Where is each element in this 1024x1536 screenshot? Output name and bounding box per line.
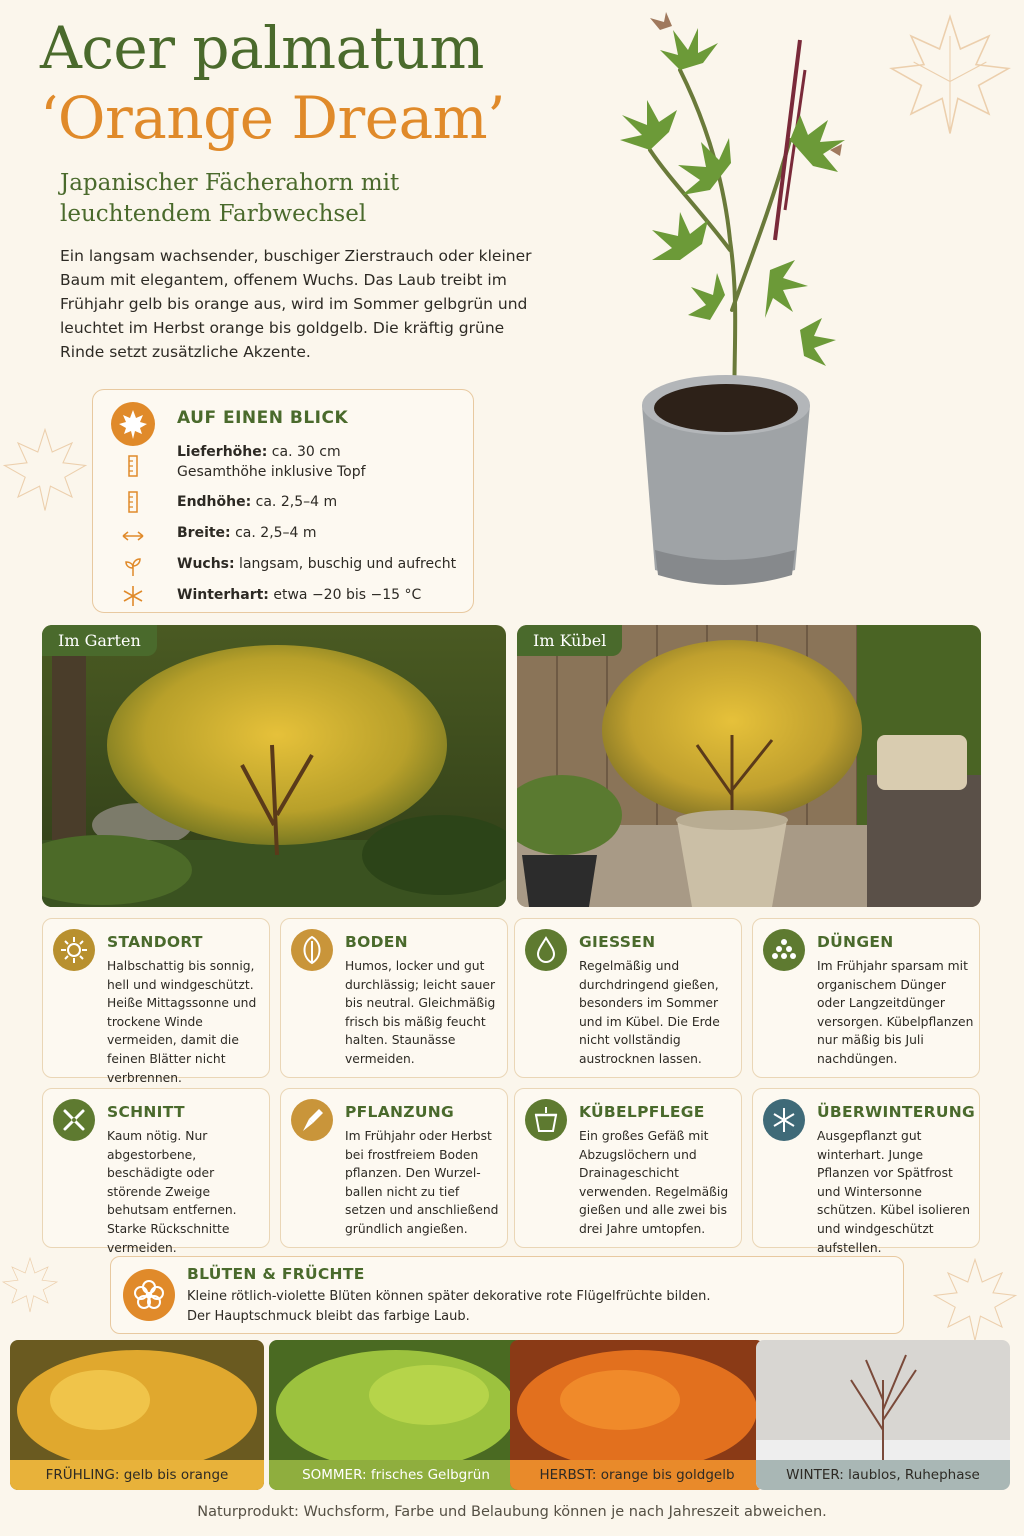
care-card-duengen — [752, 918, 980, 1078]
season-winter — [756, 1340, 1010, 1490]
width-arrow-icon — [121, 524, 145, 548]
maple-leaf-decoration-icon — [0, 415, 90, 525]
maple-leaf-badge-icon — [111, 402, 155, 446]
season-autumn — [510, 1340, 764, 1490]
card-title: STANDORT — [107, 933, 203, 951]
trowel-icon — [291, 1099, 333, 1141]
maple-leaf-decoration-icon — [880, 10, 1020, 140]
card-text: Im Frühjahr sparsam mit organischem Dünger oder Langzeitdünger versorgen. Kübelpflanzen nur mäßig bis Juli nachdüngen. — [817, 959, 974, 1066]
blossoms-title: BLÜTEN & FRÜCHTE — [187, 1265, 365, 1283]
title-line-2: ‘Orange Dream’ — [40, 84, 506, 152]
pot-photo-label: Im Kübel — [517, 625, 622, 656]
card-title: DÜNGEN — [817, 933, 894, 951]
snowflake-icon — [121, 584, 145, 608]
care-card-ueberwinterung — [752, 1088, 980, 1255]
card-title: SCHNITT — [107, 1103, 185, 1121]
card-text: Kaum nötig. Nur abgestorbene, beschädigte oder störende Zweige behutsam entfernen. Starke Rückschnitte vermeiden. — [107, 1129, 237, 1255]
care-card-giessen — [514, 918, 742, 1078]
ruler-icon — [121, 490, 145, 514]
card-text: Humos, locker und gut durchlässig; leicht sauer bis neutral. Gleichmäßig frisch bis mäßig feucht halten. Staunässe vermeiden. — [345, 959, 496, 1066]
season-label: FRÜHLING: gelb bis orange — [10, 1460, 264, 1490]
leaf-icon — [291, 929, 333, 971]
glance-row-growth: Wuchs: langsam, buschig und aufrecht — [177, 556, 457, 572]
water-drop-icon — [525, 929, 567, 971]
card-text: Halbschattig bis sonnig, hell und windgeschützt. Heiße Mittagssonne und trockene Winde vermeiden, damit die feinen Blätter nicht verbrennen. — [107, 959, 257, 1085]
snowflake-icon — [763, 1099, 805, 1141]
subtitle: Japanischer Fächerahorn mit leuchtendem Farbwechsel — [60, 170, 400, 227]
card-title: ÜBERWINTERUNG — [817, 1103, 976, 1121]
sun-icon — [53, 929, 95, 971]
care-card-standort — [42, 918, 270, 1085]
garden-photo-label: Im Garten — [42, 625, 157, 656]
pot-icon — [525, 1099, 567, 1141]
ruler-icon — [121, 454, 145, 478]
card-title: BODEN — [345, 933, 408, 951]
card-title: PFLANZUNG — [345, 1103, 455, 1121]
sprout-icon — [121, 554, 145, 578]
season-label: HERBST: orange bis goldgelb — [510, 1460, 764, 1490]
care-card-kuebelpflege — [514, 1088, 742, 1248]
card-text: Ein großes Gefäß mit Abzugslöchern und Drainageschicht verwenden. Regelmäßig gießen und alle zwei bis drei Jahre umtopfen. — [579, 1129, 729, 1236]
card-title: GIESSEN — [579, 933, 656, 951]
care-card-boden — [280, 918, 508, 1078]
title-line-1: Acer palmatum — [40, 14, 484, 82]
blossoms-text: Kleine rötlich-violette Blüten können später dekorative rote Flügelfrüchte bilden. Der Hauptschmuck bleibt das farbige Laub. — [187, 1289, 711, 1324]
potted-maple-image — [560, 10, 890, 590]
patio-scene-image — [517, 625, 981, 907]
glance-row-hardiness: Winterhart: etwa −20 bis −15 °C — [177, 587, 422, 603]
season-spring — [10, 1340, 264, 1490]
maple-leaf-decoration-icon — [930, 1250, 1020, 1350]
footer-note: Naturprodukt: Wuchsform, Farbe und Belaubung können je nach Jahreszeit abweichen. — [197, 1504, 827, 1520]
pruning-shears-icon — [53, 1099, 95, 1141]
at-a-glance-box — [92, 389, 474, 613]
garden-photo — [42, 625, 506, 907]
card-text: Regelmäßig und durchdringend gießen, besonders im Sommer und im Kübel. Die Erde nicht vollständig austrocknen lassen. — [579, 959, 720, 1066]
fertilizer-icon — [763, 929, 805, 971]
at-a-glance-title: AUF EINEN BLICK — [177, 408, 349, 428]
glance-row-delivery-note: Gesamthöhe inklusive Topf — [177, 464, 366, 480]
season-label: WINTER: laublos, Ruhephase — [756, 1460, 1010, 1490]
maple-leaf-decoration-icon — [0, 1240, 60, 1330]
glance-row-delivery-height: Lieferhöhe: ca. 30 cm — [177, 444, 341, 460]
season-label: SOMMER: frisches Gelbgrün — [269, 1460, 523, 1490]
blossoms-fruits-box — [110, 1256, 904, 1334]
flower-icon — [123, 1269, 175, 1321]
pot-photo — [517, 625, 981, 907]
care-card-pflanzung — [280, 1088, 508, 1248]
glance-row-final-height: Endhöhe: ca. 2,5–4 m — [177, 494, 338, 510]
glance-row-width: Breite: ca. 2,5–4 m — [177, 525, 317, 541]
intro-text: Ein langsam wachsender, buschiger Zierstrauch oder kleiner Baum mit elegantem, offenem Wuchs. Das Laub treibt im Frühjahr gelb bis orange aus, wird im Sommer gelbgrün und leuchtet im Herbst orange bis goldgelb. Die kräftig grüne Rinde setzt zusätzliche Akzente. — [60, 247, 532, 361]
season-summer — [269, 1340, 523, 1490]
card-text: Im Frühjahr oder Herbst bei frostfreiem Boden pflanzen. Den Wurzel-ballen nicht zu tief setzen und anschließend gründlich angießen. — [345, 1129, 499, 1236]
care-card-schnitt — [42, 1088, 270, 1255]
card-title: KÜBELPFLEGE — [579, 1103, 705, 1121]
garden-scene-image — [42, 625, 506, 907]
card-text: Ausgepflanzt gut winterhart. Junge Pflanzen vor Spätfrost und Wintersonne schützen. Kübel isolieren und windgeschützt aufstellen. — [817, 1129, 971, 1255]
